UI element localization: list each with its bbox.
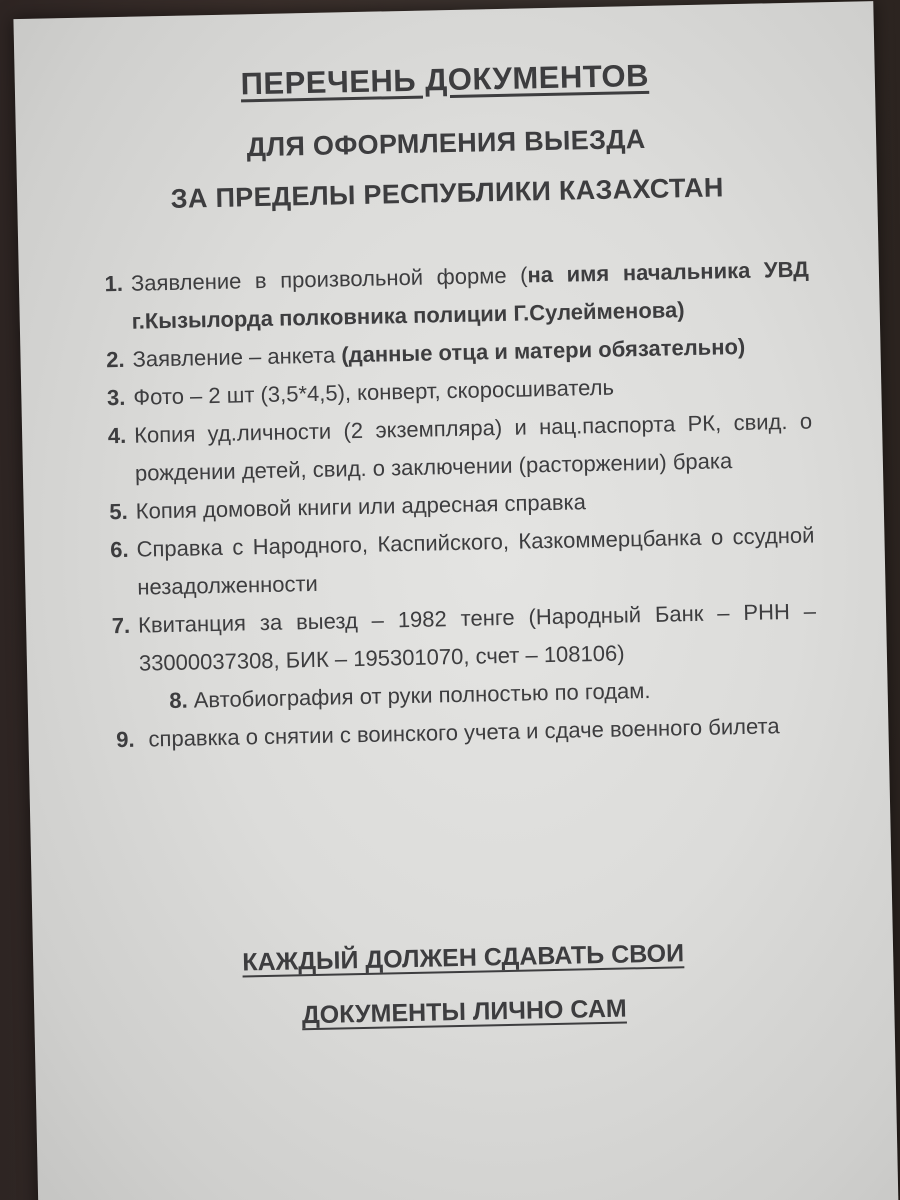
footer-notice-line-1 bbox=[33, 935, 893, 982]
paper-sheet bbox=[13, 1, 898, 1200]
list-item-number: 5. bbox=[109, 498, 129, 525]
list-item-text: Фото – 2 шт (3,5*4,5), конверт, скоросшиватель bbox=[133, 374, 615, 410]
footer-notice-text-1: КАЖДЫЙ ДОЛЖЕН СДАВАТЬ СВОИ bbox=[242, 939, 685, 977]
list-item-number: 7. bbox=[111, 612, 131, 639]
footer-notice-text-2: ДОКУМЕНТЫ ЛИЧНО САМ bbox=[301, 994, 627, 1030]
list-item-text: Заявление – анкета bbox=[132, 342, 342, 372]
document-title bbox=[15, 53, 876, 107]
list-item-number: 4. bbox=[107, 422, 127, 449]
list-item-bold-text: на имя начальника УВД г.Кызылорда полковника полиции Г.Сулейменова) bbox=[131, 256, 810, 334]
list-item-number: 6. bbox=[109, 536, 129, 563]
list-item-number: 2. bbox=[105, 346, 125, 373]
list-item-text: Справка с Народного, Каспийского, Казкоммерцбанка о ссудной незадолженности bbox=[136, 522, 815, 600]
list-item-number: 1. bbox=[104, 270, 124, 297]
list-item-text: справкка о снятии с воинского учета и сдаче военного билета bbox=[148, 713, 780, 752]
document-subtitle-line-1: ДЛЯ ОФОРМЛЕНИЯ ВЫЕЗДА bbox=[246, 123, 646, 163]
list-item-number: 3. bbox=[106, 384, 126, 411]
list-item-number: 8. bbox=[169, 687, 188, 714]
list-item-bold-text: (данные отца и матери обязательно) bbox=[341, 333, 746, 368]
list-item-text: Квитанция за выезд – 1982 тенге (Народный Банк – РНН – 33000037308, БИК – 195301070, счет – 108106) bbox=[137, 598, 817, 676]
list-item-text: Копия домовой книги или адресная справка bbox=[135, 489, 587, 524]
list-item-text: Автобиография от руки полностью по годам. bbox=[193, 677, 651, 713]
document-subtitle-line-2: ЗА ПРЕДЕЛЫ РЕСПУБЛИКИ КАЗАХСТАН bbox=[170, 172, 724, 214]
list-item-text: Копия уд.личности (2 экземпляра) и нац.паспорта РК, свид. о рождении детей, свид. о заключении (расторжении) брака bbox=[133, 408, 813, 486]
document-content bbox=[13, 1, 898, 1200]
documents-list bbox=[89, 251, 819, 760]
list-item-text: Заявление в произвольной форме ( bbox=[130, 262, 528, 296]
footer-notice-line-2 bbox=[34, 989, 894, 1036]
list-item-number: 9. bbox=[115, 726, 135, 753]
document-title-text: ПЕРЕЧЕНЬ ДОКУМЕНТОВ bbox=[240, 57, 650, 102]
